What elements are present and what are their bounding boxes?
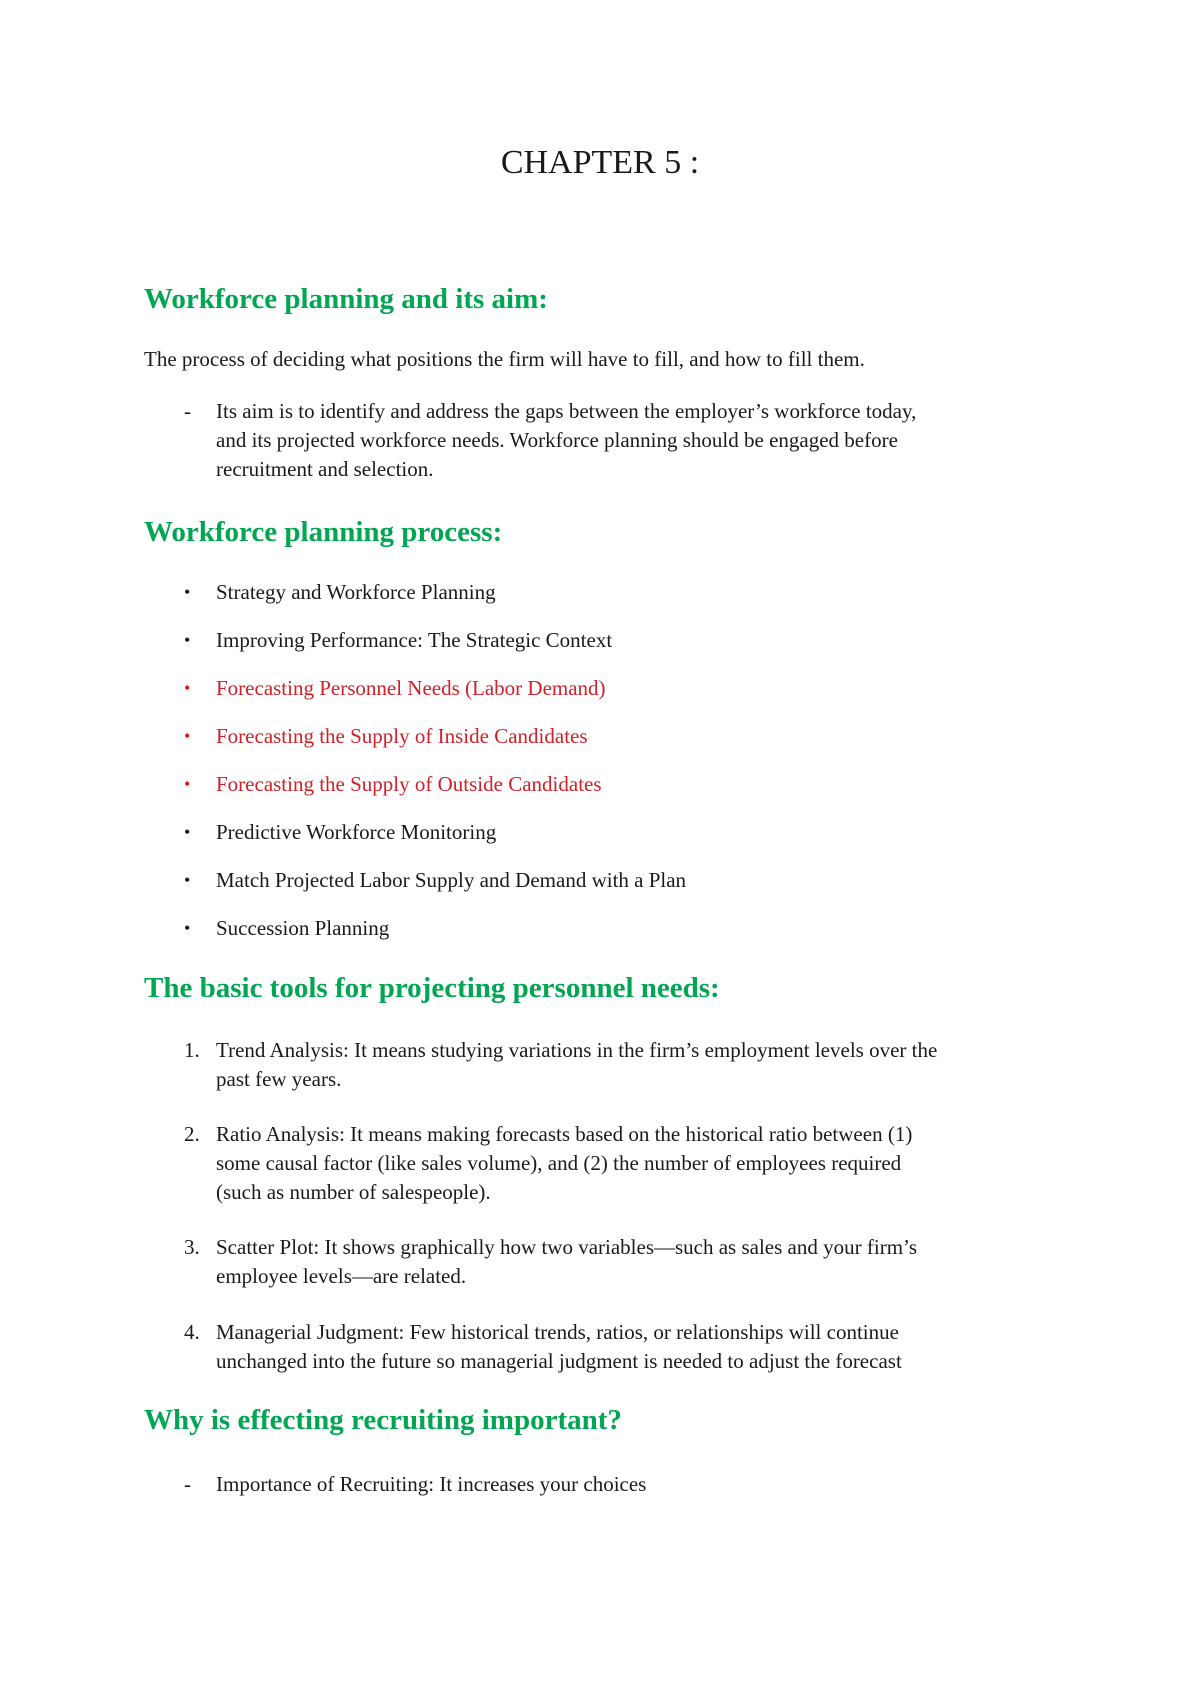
- tool-line: (such as number of salespeople).: [216, 1180, 491, 1204]
- bullet-mark: •: [184, 774, 191, 794]
- bullet-mark: •: [184, 918, 191, 938]
- tool-line: unchanged into the future so managerial judgment is needed to adjust the forecast: [216, 1349, 902, 1373]
- process-item-text-highlighted: Forecasting Personnel Needs (Labor Demand): [216, 676, 606, 700]
- recruiting-dash-text: Importance of Recruiting: It increases your choices: [216, 1472, 647, 1496]
- section-heading-aim: Workforce planning and its aim:: [144, 283, 548, 315]
- process-item-text: Strategy and Workforce Planning: [216, 580, 496, 604]
- dash-mark: -: [184, 1472, 191, 1496]
- section-heading-tools: The basic tools for projecting personnel needs:: [144, 972, 720, 1004]
- tool-line: employee levels—are related.: [216, 1264, 467, 1288]
- section-heading-recruiting: Why is effecting recruiting important?: [144, 1404, 622, 1436]
- item-number: 1.: [184, 1038, 200, 1062]
- process-item-text: Succession Planning: [216, 916, 390, 940]
- tool-line: Ratio Analysis: It means making forecasts based on the historical ratio between (1): [216, 1122, 913, 1146]
- tool-line: past few years.: [216, 1067, 342, 1091]
- chapter-title: CHAPTER 5 :: [500, 144, 700, 181]
- bullet-mark: •: [184, 678, 191, 698]
- bullet-mark: •: [184, 822, 191, 842]
- bullet-mark: •: [184, 870, 191, 890]
- aim-dash-line: and its projected workforce needs. Workforce planning should be engaged before: [216, 428, 898, 452]
- bullet-mark: •: [184, 726, 191, 746]
- process-item-text-highlighted: Forecasting the Supply of Inside Candidates: [216, 724, 588, 748]
- aim-paragraph: The process of deciding what positions the firm will have to fill, and how to fill them.: [144, 347, 865, 371]
- process-item-text: Predictive Workforce Monitoring: [216, 820, 497, 844]
- tool-line: Trend Analysis: It means studying variations in the firm’s employment levels over the: [216, 1038, 938, 1062]
- bullet-mark: •: [184, 630, 191, 650]
- tool-line: Managerial Judgment: Few historical trends, ratios, or relationships will continue: [216, 1320, 899, 1344]
- process-item-text: Improving Performance: The Strategic Context: [216, 628, 613, 652]
- item-number: 3.: [184, 1235, 200, 1259]
- process-item-text: Match Projected Labor Supply and Demand with a Plan: [216, 868, 687, 892]
- bullet-mark: •: [184, 582, 191, 602]
- item-number: 2.: [184, 1122, 200, 1146]
- process-item-text-highlighted: Forecasting the Supply of Outside Candidates: [216, 772, 602, 796]
- aim-dash-line: Its aim is to identify and address the gaps between the employer’s workforce today,: [216, 399, 917, 423]
- dash-mark: -: [184, 399, 191, 423]
- section-heading-process: Workforce planning process:: [144, 516, 503, 548]
- tool-line: some causal factor (like sales volume), and (2) the number of employees required: [216, 1151, 902, 1175]
- tool-line: Scatter Plot: It shows graphically how two variables—such as sales and your firm’s: [216, 1235, 918, 1259]
- aim-dash-line: recruitment and selection.: [216, 457, 434, 481]
- item-number: 4.: [184, 1320, 200, 1344]
